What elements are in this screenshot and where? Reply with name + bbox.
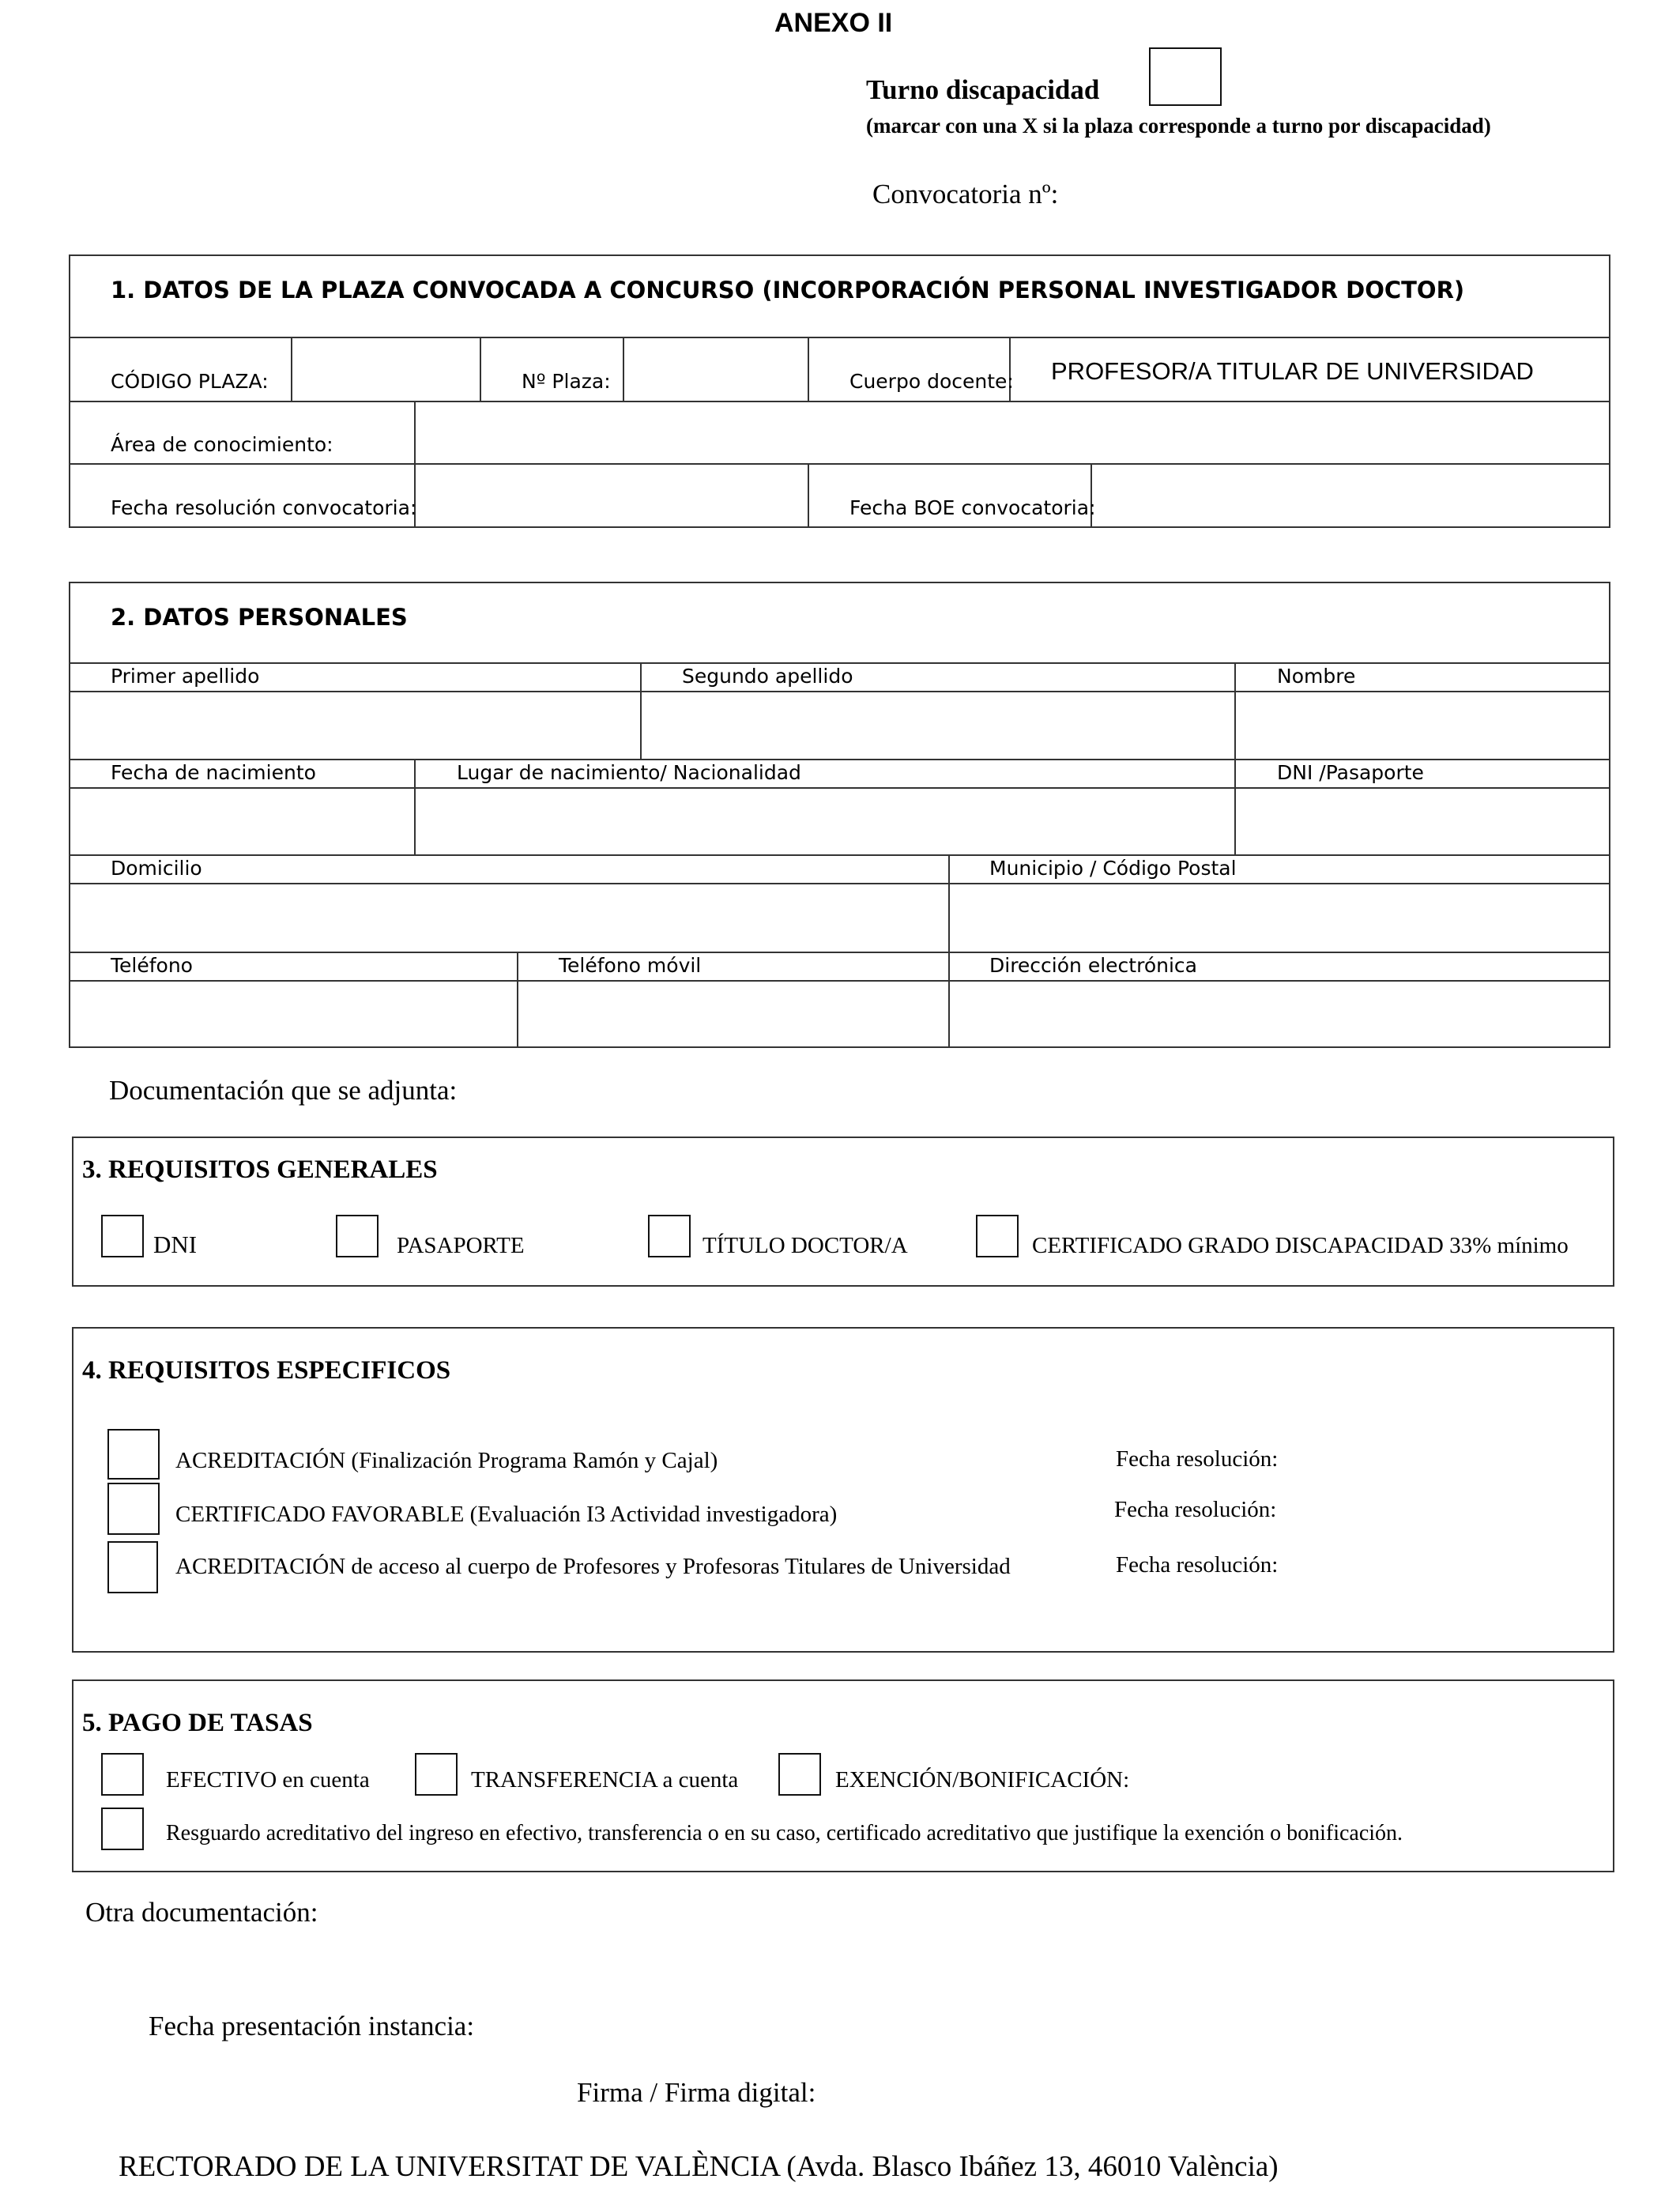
codigo-plaza-field[interactable] <box>292 338 479 400</box>
fecha-resolucion-label: Fecha resolución convocatoria: <box>111 496 417 519</box>
transferencia-label: TRANSFERENCIA a cuenta <box>471 1767 739 1793</box>
fecha-resolucion-3-label: Fecha resolución: <box>1116 1552 1279 1578</box>
section-requisitos-especificos-title: 4. REQUISITOS ESPECIFICOS <box>82 1356 451 1385</box>
nombre-field[interactable] <box>1236 692 1609 758</box>
divider <box>808 463 809 528</box>
resguardo-label: Resguardo acreditativo del ingreso en efectivo, transferencia o en su caso, certificado acreditativo que justifique la exención o bonificación. <box>166 1821 1403 1845</box>
acreditacion-titulares-label: ACREDITACIÓN de acceso al cuerpo de Profesores y Profesoras Titulares de Universidad <box>175 1554 1011 1579</box>
fecha-boe-field[interactable] <box>1092 465 1609 526</box>
otra-documentacion-field[interactable] <box>85 1936 1587 2007</box>
lugar-nacimiento-field[interactable] <box>416 789 1234 854</box>
section-pago-tasas-title: 5. PAGO DE TASAS <box>82 1709 313 1737</box>
annex-title: ANEXO II <box>774 8 893 38</box>
dni-checkbox[interactable] <box>101 1215 144 1257</box>
convocatoria-label: Convocatoria nº: <box>872 179 1059 209</box>
telefono-label: Teléfono <box>111 954 193 977</box>
fecha-resolucion-field[interactable] <box>416 465 807 526</box>
otra-documentacion-label: Otra documentación: <box>85 1897 318 1928</box>
fecha-nacimiento-label: Fecha de nacimiento <box>111 761 316 784</box>
transferencia-checkbox[interactable] <box>415 1753 458 1796</box>
fecha-nacimiento-field[interactable] <box>70 789 413 854</box>
documentacion-label: Documentación que se adjunta: <box>109 1075 458 1106</box>
section-datos-personales-title: 2. DATOS PERSONALES <box>111 604 408 631</box>
direccion-electronica-label: Dirección electrónica <box>989 954 1197 977</box>
divider <box>480 337 481 401</box>
section-requisitos-generales-title: 3. REQUISITOS GENERALES <box>82 1155 438 1184</box>
n-plaza-label: Nº Plaza: <box>522 370 611 393</box>
divider <box>808 337 809 401</box>
turno-discapacidad-note: (marcar con una X si la plaza corresponde a turno por discapacidad) <box>866 114 1491 138</box>
domicilio-field[interactable] <box>70 884 947 951</box>
acreditacion-titulares-checkbox[interactable] <box>107 1541 158 1593</box>
municipio-field[interactable] <box>950 884 1609 951</box>
area-conocimiento-field[interactable] <box>416 402 1609 462</box>
certificado-discapacidad-label: CERTIFICADO GRADO DISCAPACIDAD 33% mínimo <box>1032 1233 1569 1258</box>
turno-discapacidad-label: Turno discapacidad <box>866 74 1100 105</box>
certificado-favorable-checkbox[interactable] <box>107 1483 160 1535</box>
fecha-boe-label: Fecha BOE convocatoria: <box>849 496 1096 519</box>
firma-label: Firma / Firma digital: <box>577 2077 816 2108</box>
exencion-label: EXENCIÓN/BONIFICACIÓN: <box>835 1767 1130 1793</box>
lugar-nacimiento-label: Lugar de nacimiento/ Nacionalidad <box>457 761 801 784</box>
divider <box>69 759 1610 760</box>
fecha-presentacion-label: Fecha presentación instancia: <box>149 2011 475 2041</box>
acreditacion-ramon-cajal-label: ACREDITACIÓN (Finalización Programa Ramón y Cajal) <box>175 1448 718 1473</box>
nombre-label: Nombre <box>1277 665 1356 688</box>
rectorado-address: RECTORADO DE LA UNIVERSITAT DE VALÈNCIA (Avda. Blasco Ibáñez 13, 46010 València) <box>119 2151 1279 2183</box>
cuerpo-docente-value[interactable]: PROFESOR/A TITULAR DE UNIVERSIDAD <box>1051 357 1534 385</box>
direccion-electronica-field[interactable] <box>950 982 1609 1046</box>
telefono-field[interactable] <box>70 982 516 1046</box>
segundo-apellido-label: Segundo apellido <box>682 665 853 688</box>
area-conocimiento-label: Área de conocimiento: <box>111 433 333 456</box>
acreditacion-ramon-cajal-checkbox[interactable] <box>107 1429 160 1480</box>
fecha-resolucion-2-label: Fecha resolución: <box>1114 1497 1277 1522</box>
dni-pasaporte-field[interactable] <box>1236 789 1609 854</box>
efectivo-checkbox[interactable] <box>101 1753 144 1796</box>
divider <box>69 854 1610 856</box>
codigo-plaza-label: CÓDIGO PLAZA: <box>111 370 269 393</box>
fecha-resolucion-1-label: Fecha resolución: <box>1116 1446 1279 1472</box>
divider <box>69 952 1610 953</box>
resguardo-checkbox[interactable] <box>101 1808 144 1850</box>
titulo-doctor-label: TÍTULO DOCTOR/A <box>703 1233 908 1258</box>
dni-pasaporte-label: DNI /Pasaporte <box>1277 761 1424 784</box>
dni-label: DNI <box>153 1231 198 1258</box>
primer-apellido-field[interactable] <box>70 692 639 758</box>
cuerpo-docente-label: Cuerpo docente: <box>849 370 1014 393</box>
certificado-discapacidad-checkbox[interactable] <box>976 1215 1019 1257</box>
n-plaza-field[interactable] <box>624 338 807 400</box>
municipio-label: Municipio / Código Postal <box>989 857 1237 880</box>
titulo-doctor-checkbox[interactable] <box>648 1215 691 1257</box>
segundo-apellido-field[interactable] <box>642 692 1234 758</box>
certificado-favorable-label: CERTIFICADO FAVORABLE (Evaluación I3 Actividad investigadora) <box>175 1502 838 1527</box>
domicilio-label: Domicilio <box>111 857 202 880</box>
primer-apellido-label: Primer apellido <box>111 665 260 688</box>
section-plaza-title: 1. DATOS DE LA PLAZA CONVOCADA A CONCURSO (INCORPORACIÓN PERSONAL INVESTIGADOR DOCTOR) <box>111 277 1465 303</box>
pasaporte-checkbox[interactable] <box>336 1215 379 1257</box>
pasaporte-label: PASAPORTE <box>397 1233 525 1258</box>
efectivo-label: EFECTIVO en cuenta <box>166 1767 370 1793</box>
turno-discapacidad-checkbox[interactable] <box>1149 47 1222 106</box>
telefono-movil-field[interactable] <box>518 982 947 1046</box>
telefono-movil-label: Teléfono móvil <box>559 954 702 977</box>
divider <box>69 662 1610 664</box>
exencion-checkbox[interactable] <box>778 1753 821 1796</box>
